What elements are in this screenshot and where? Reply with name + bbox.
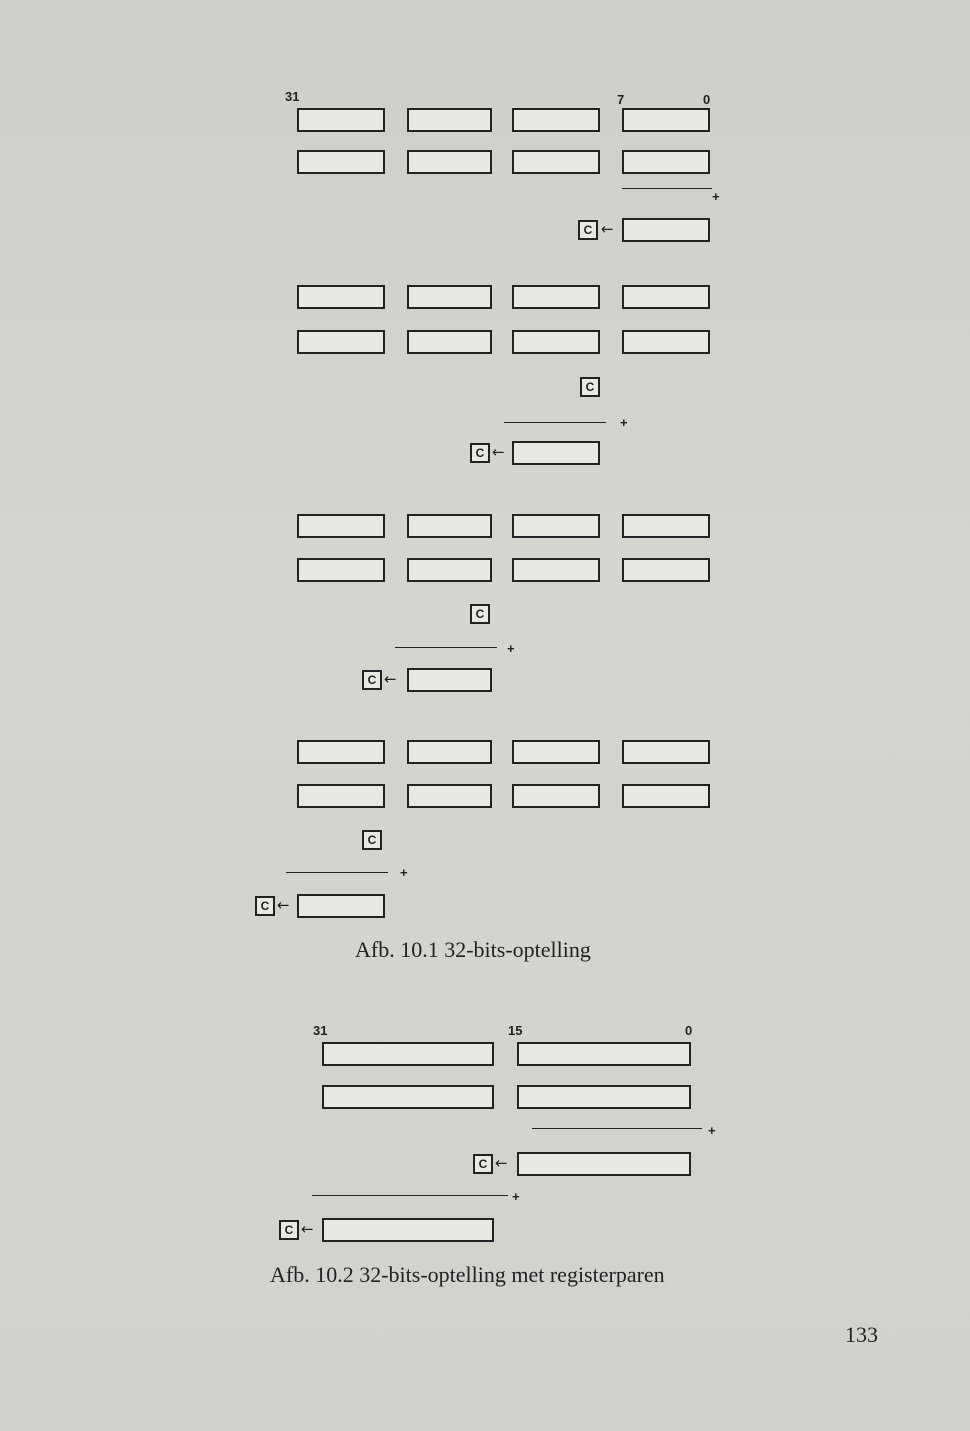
operand-a-byte-1 (512, 285, 600, 309)
figure-caption: Afb. 10.1 32-bits-optelling (355, 937, 591, 962)
carry-flag: C (255, 896, 275, 916)
plus-sign: + (712, 189, 720, 204)
operand-a-byte-3 (297, 514, 385, 538)
operand-b-byte-3 (297, 330, 385, 354)
plus-sign: + (708, 1123, 716, 1138)
carry-flag: C (279, 1220, 299, 1240)
carry-flag: C (362, 830, 382, 850)
operand-a-byte-2 (407, 108, 492, 132)
operand-b-byte-1 (512, 784, 600, 808)
operand-b-byte-1 (512, 330, 600, 354)
operand-a-byte-3 (297, 285, 385, 309)
operand-b-byte-2 (407, 558, 492, 582)
operand-a-byte-1 (512, 514, 600, 538)
plus-sign: + (512, 1189, 520, 1204)
operand-a-byte-0 (622, 514, 710, 538)
result-byte-2 (407, 668, 492, 692)
operand-b-low-word (517, 1085, 691, 1109)
sum-line (504, 422, 606, 423)
operand-a-byte-2 (407, 285, 492, 309)
operand-a-byte-0 (622, 285, 710, 309)
operand-b-high-word (322, 1085, 494, 1109)
arrow-left-icon: ← (601, 220, 614, 238)
operand-b-byte-3 (297, 150, 385, 174)
arrow-left-icon: ← (301, 1220, 314, 1238)
plus-sign: + (400, 865, 408, 880)
result-high-word (322, 1218, 494, 1242)
arrow-left-icon: ← (495, 1154, 508, 1172)
plus-sign: + (620, 415, 628, 430)
operand-b-byte-0 (622, 330, 710, 354)
arrow-left-icon: ← (277, 896, 290, 914)
operand-b-byte-1 (512, 558, 600, 582)
operand-b-byte-3 (297, 558, 385, 582)
operand-a-byte-1 (512, 108, 600, 132)
plus-sign: + (507, 641, 515, 656)
carry-flag: C (580, 377, 600, 397)
operand-b-byte-0 (622, 784, 710, 808)
operand-a-byte-2 (407, 740, 492, 764)
operand-a-low-word (517, 1042, 691, 1066)
bit-label-31: 31 (285, 89, 300, 104)
operand-b-byte-0 (622, 558, 710, 582)
sum-line (286, 872, 388, 873)
result-byte-1 (512, 441, 600, 465)
bit-label-0: 0 (703, 92, 711, 107)
bit-label-31: 31 (313, 1023, 328, 1038)
page-number: 133 (845, 1322, 878, 1347)
sum-line (532, 1128, 702, 1129)
carry-flag: C (470, 443, 490, 463)
operand-b-byte-3 (297, 784, 385, 808)
figure-caption: Afb. 10.2 32-bits-optelling met registerparen (270, 1262, 665, 1287)
operand-a-byte-3 (297, 740, 385, 764)
operand-b-byte-0 (622, 150, 710, 174)
operand-a-byte-2 (407, 514, 492, 538)
operand-a-high-word (322, 1042, 494, 1066)
operand-a-byte-3 (297, 108, 385, 132)
operand-b-byte-1 (512, 150, 600, 174)
sum-line (395, 647, 497, 648)
operand-a-byte-1 (512, 740, 600, 764)
arrow-left-icon: ← (492, 443, 505, 461)
arrow-left-icon: ← (384, 670, 397, 688)
result-byte-3 (297, 894, 385, 918)
operand-b-byte-2 (407, 150, 492, 174)
bit-label-7: 7 (617, 92, 625, 107)
operand-a-byte-0 (622, 740, 710, 764)
result-low-word (517, 1152, 691, 1176)
operand-b-byte-2 (407, 330, 492, 354)
operand-b-byte-2 (407, 784, 492, 808)
result-byte-0 (622, 218, 710, 242)
carry-flag: C (470, 604, 490, 624)
bit-label-15: 15 (508, 1023, 523, 1038)
carry-flag: C (578, 220, 598, 240)
carry-flag: C (362, 670, 382, 690)
sum-line (622, 188, 712, 189)
carry-flag: C (473, 1154, 493, 1174)
sum-line (312, 1195, 508, 1196)
bit-label-0: 0 (685, 1023, 693, 1038)
operand-a-byte-0 (622, 108, 710, 132)
